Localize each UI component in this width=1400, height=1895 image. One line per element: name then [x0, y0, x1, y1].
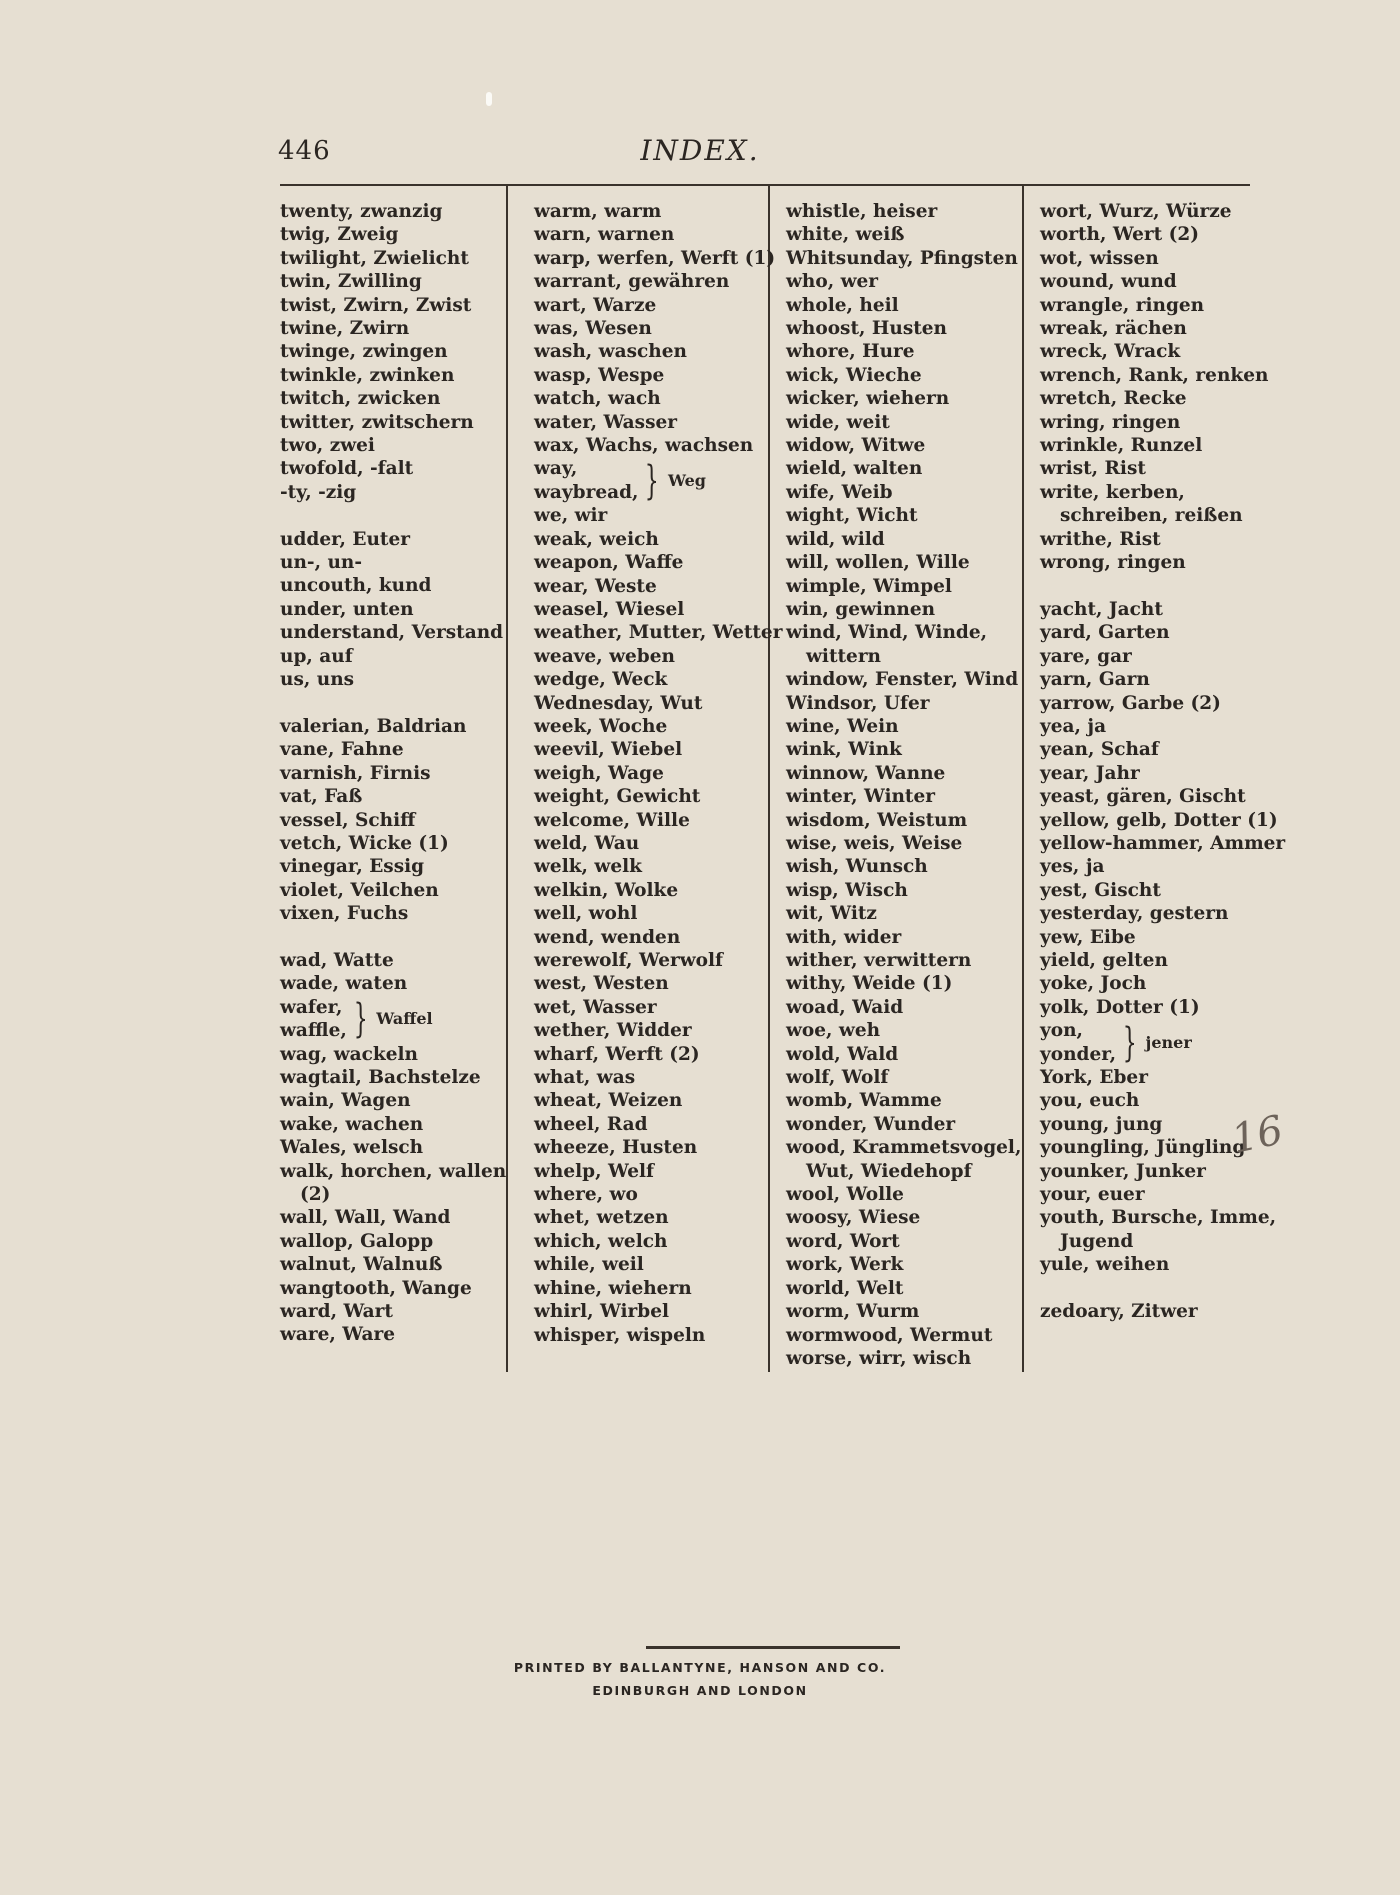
index-entry: vat, Faß [280, 786, 363, 808]
index-entry: wretch, Recke [1040, 388, 1187, 410]
index-entry: understand, Verstand [280, 622, 504, 644]
index-entry: twitch, zwicken [280, 388, 441, 410]
index-entry: whole, heil [786, 294, 899, 316]
index-entry: yellow, gelb, Dotter (1) [1040, 809, 1278, 831]
index-entry: wear, Weste [534, 575, 657, 597]
index-entry: warrant, gewähren [534, 271, 730, 293]
index-entry: weevil, Wiebel [534, 739, 683, 761]
index-entry: wild, wild [786, 528, 885, 550]
index-entry: warm, warm [534, 201, 662, 222]
index-entry: while, weil [534, 1254, 644, 1276]
index-entry: wreak, rächen [1040, 318, 1187, 340]
index-entry: wine, Wein [786, 715, 899, 737]
index-entry: west, Westen [534, 973, 669, 995]
index-entry: wife, Weib [786, 481, 893, 503]
index-entry: winter, Winter [786, 786, 935, 808]
index-entry: zedoary, Zitwer [1040, 1301, 1198, 1323]
brace-word: wafer, [280, 996, 343, 1018]
index-entry: woad, Waid [786, 996, 904, 1018]
index-entry: werewolf, Werwolf [534, 950, 723, 971]
brace-target: Weg [667, 471, 706, 491]
index-entry: yew, Eibe [1040, 926, 1136, 948]
index-entry: widow, Witwe [786, 435, 926, 457]
index-entry: wield, walten [786, 458, 923, 480]
index-entry: worse, wirr, wisch [786, 1347, 972, 1369]
index-entry: twist, Zwirn, Zwist [280, 294, 472, 316]
index-entry: whet, wetzen [534, 1207, 669, 1229]
index-entry: writhe, Rist [1040, 528, 1161, 550]
index-entry: wake, wachen [280, 1113, 424, 1135]
index-entry: year, Jahr [1040, 762, 1140, 784]
index-entry: well, wohl [534, 903, 638, 925]
index-entry: weight, Gewicht [534, 786, 701, 808]
printer-imprint-line-2: EDINBURGH AND LONDON [592, 1683, 808, 1698]
running-title: INDEX. [640, 134, 760, 167]
index-entry: what, was [534, 1067, 636, 1089]
index-entry: winnow, Wanne [786, 762, 946, 784]
index-entry: twin, Zwilling [280, 271, 422, 293]
index-entry: yare, gar [1040, 645, 1132, 667]
index-entry: wit, Witz [786, 903, 877, 925]
index-entry: uncouth, kund [280, 575, 432, 597]
section-gap [1040, 1277, 1290, 1300]
index-entry: write, kerben, schreiben, reißen [1040, 481, 1243, 527]
index-entry: vinegar, Essig [280, 856, 425, 878]
index-entry: twig, Zweig [280, 224, 399, 246]
index-entry: wend, wenden [534, 926, 681, 948]
index-entry: worth, Wert (2) [1040, 224, 1200, 246]
index-entry: wreck, Wrack [1040, 341, 1181, 363]
index-entry: wether, Widder [534, 1020, 692, 1042]
index-entry: -ty, -zig [280, 481, 357, 503]
index-entry: wash, waschen [534, 341, 687, 363]
index-entry: yean, Schaf [1040, 739, 1159, 761]
index-column-1 [280, 200, 530, 1347]
brace-target: jener [1145, 1032, 1192, 1052]
index-entry: where, wo [534, 1184, 638, 1206]
index-entry: welkin, Wolke [534, 879, 679, 901]
index-entry: weapon, Waffe [534, 552, 684, 574]
index-entry: whistle, heiser [786, 201, 938, 222]
index-entry: weld, Wau [534, 832, 640, 854]
index-entry: wisdom, Weistum [786, 809, 968, 831]
index-entry: twilight, Zwielicht [280, 247, 469, 269]
index-entry: you, euch [1040, 1090, 1140, 1112]
index-entry: white, weiß [786, 224, 905, 246]
footer-rule [646, 1646, 900, 1649]
header-rule [280, 184, 1250, 186]
section-gap [280, 504, 530, 527]
index-entry: wink, Wink [786, 739, 902, 761]
index-entry: up, auf [280, 645, 353, 667]
index-entry: wight, Wicht [786, 505, 918, 527]
index-entry: woosy, Wiese [786, 1207, 921, 1229]
index-entry: wharf, Werft (2) [534, 1043, 700, 1065]
handwritten-annotation: 16 [1227, 1107, 1288, 1163]
index-entry: wain, Wagen [280, 1090, 411, 1112]
index-entry: whisper, wispeln [534, 1324, 706, 1346]
printer-imprint-line-1: PRINTED BY BALLANTYNE, HANSON AND CO. [513, 1660, 887, 1675]
index-column-2 [534, 200, 784, 1347]
index-entry: wrinkle, Runzel [1040, 435, 1203, 457]
index-entry: wasp, Wespe [534, 364, 665, 386]
index-entry: Wales, welsch [280, 1137, 424, 1159]
brace-target: Waffel [376, 1009, 433, 1029]
index-entry: word, Wort [786, 1230, 900, 1252]
index-entry: yule, weihen [1040, 1254, 1170, 1276]
index-entry: varnish, Firnis [280, 762, 431, 784]
section-gap [280, 926, 530, 949]
index-entry: violet, Veilchen [280, 879, 439, 901]
index-entry: wrong, ringen [1040, 552, 1186, 574]
index-entry: yard, Garten [1040, 622, 1170, 644]
brace-word: yonder, [1040, 1043, 1117, 1065]
index-entry: weak, weich [534, 528, 659, 550]
index-entry: wrangle, ringen [1040, 294, 1205, 316]
index-entry: wax, Wachs, wachsen [534, 435, 754, 457]
index-entry: wheeze, Husten [534, 1137, 698, 1159]
index-entry: wade, waten [280, 973, 408, 995]
index-entry: yield, gelten [1040, 949, 1168, 971]
index-entry: un-, un- [280, 552, 363, 574]
brace-word: yon, [1040, 1020, 1083, 1042]
index-entry: welk, welk [534, 856, 642, 878]
index-entry: yea, ja [1040, 715, 1107, 737]
brace-symbol: } [353, 996, 368, 1043]
index-entry: twofold, -falt [280, 458, 414, 480]
index-entry: wicker, wiehern [786, 388, 950, 410]
index-entry: wangtooth, Wange [280, 1277, 472, 1299]
brace-group-way [534, 457, 784, 504]
index-entry: welcome, Wille [534, 809, 690, 831]
index-entry: yest, Gischt [1040, 879, 1161, 901]
index-entry: we, wir [534, 505, 608, 527]
index-column-3 [786, 200, 1036, 1370]
index-entry: woe, weh [786, 1020, 881, 1042]
index-entry: wrench, Rank, renken [1040, 364, 1269, 386]
index-entry: wound, wund [1040, 271, 1177, 293]
index-entry: was, Wesen [534, 318, 652, 340]
section-gap [280, 692, 530, 715]
index-entry: window, Fenster, Wind [786, 669, 1019, 691]
index-entry: yoke, Joch [1040, 973, 1147, 995]
brace-word: waybread, [534, 481, 639, 503]
index-entry: twitter, zwitschern [280, 411, 474, 433]
index-entry: who, wer [786, 271, 879, 293]
index-entry: walnut, Walnuß [280, 1254, 443, 1276]
index-entry: wrist, Rist [1040, 458, 1146, 480]
index-entry: yeast, gären, Gischt [1040, 786, 1246, 808]
index-entry: which, welch [534, 1230, 668, 1252]
index-entry: wet, Wasser [534, 996, 657, 1018]
index-entry: Windsor, Ufer [786, 692, 930, 714]
index-entry: wish, Wunsch [786, 856, 928, 878]
index-entry: whoost, Husten [786, 318, 948, 340]
index-entry: with, wider [786, 926, 902, 948]
index-entry: weave, weben [534, 645, 675, 667]
index-entry: wot, wissen [1040, 247, 1159, 269]
index-entry: warp, werfen, Werft (1) [534, 247, 776, 269]
index-entry: Wednesday, Wut [534, 692, 703, 714]
index-entry: weather, Mutter, Wetter [534, 622, 783, 644]
index-entry: world, Welt [786, 1277, 904, 1299]
index-entry: wimple, Wimpel [786, 575, 952, 597]
index-entry: weigh, Wage [534, 762, 664, 784]
index-entry: vetch, Wicke (1) [280, 832, 449, 854]
index-entry: vixen, Fuchs [280, 903, 409, 925]
index-entry: worm, Wurm [786, 1301, 920, 1323]
index-entry: wedge, Weck [534, 669, 668, 691]
index-entry: wind, Wind, Winde, wittern [786, 622, 988, 667]
index-entry: whore, Hure [786, 341, 915, 363]
index-entry: twine, Zwirn [280, 318, 410, 340]
index-entry: win, gewinnen [786, 598, 936, 620]
index-entry: whine, wiehern [534, 1277, 692, 1299]
index-entry: water, Wasser [534, 411, 678, 433]
index-entry: young, jung [1040, 1113, 1163, 1135]
index-entry: yes, ja [1040, 856, 1105, 878]
index-entry: younker, Junker [1040, 1160, 1206, 1182]
index-entry: wheat, Weizen [534, 1090, 683, 1112]
index-entry: under, unten [280, 598, 414, 620]
index-entry: wring, ringen [1040, 411, 1181, 433]
index-entry: wisp, Wisch [786, 879, 908, 901]
index-entry: wolf, Wolf [786, 1067, 889, 1089]
index-entry: wide, weit [786, 411, 890, 433]
index-entry: youngling, Jüngling [1040, 1137, 1246, 1159]
index-entry: twenty, zwanzig [280, 201, 443, 222]
index-entry: wall, Wall, Wand [280, 1207, 451, 1229]
index-entry: Whitsunday, Pfingsten [786, 247, 1018, 269]
index-entry: vane, Fahne [280, 739, 404, 761]
index-entry: twinge, zwingen [280, 341, 448, 363]
index-entry: youth, Bursche, Imme, Jugend [1040, 1207, 1277, 1252]
index-entry: udder, Euter [280, 528, 410, 550]
brace-word: waffle, [280, 1020, 347, 1042]
index-entry: withy, Weide (1) [786, 973, 953, 995]
brace-word: way, [534, 458, 578, 480]
brace-symbol: } [1122, 1019, 1137, 1066]
index-entry: yacht, Jacht [1040, 598, 1163, 620]
index-entry: your, euer [1040, 1184, 1145, 1206]
index-entry: us, uns [280, 669, 355, 691]
index-entry: wagtail, Bachstelze [280, 1066, 481, 1088]
index-entry: wold, Wald [786, 1043, 899, 1065]
index-entry: wart, Warze [534, 294, 657, 316]
index-entry: ware, Ware [280, 1324, 395, 1346]
index-entry: whirl, Wirbel [534, 1301, 670, 1323]
index-entry: wort, Wurz, Würze [1040, 201, 1232, 222]
index-entry: wallop, Galopp [280, 1230, 434, 1252]
brace-group-yon [1040, 1019, 1290, 1066]
index-entry: wonder, Wunder [786, 1113, 956, 1135]
index-entry: ward, Wart [280, 1301, 393, 1323]
index-entry: wad, Watte [280, 949, 394, 971]
brace-symbol: } [645, 457, 660, 504]
index-entry: wise, weis, Weise [786, 832, 963, 854]
index-entry: wheel, Rad [534, 1113, 648, 1135]
index-entry: yarrow, Garbe (2) [1040, 692, 1221, 714]
index-entry: wag, wackeln [280, 1043, 418, 1065]
index-entry: two, zwei [280, 435, 375, 457]
paper-speck [486, 92, 492, 106]
index-entry: work, Werk [786, 1254, 904, 1276]
index-entry: watch, wach [534, 388, 661, 410]
index-entry: yesterday, gestern [1040, 903, 1229, 925]
index-entry: wick, Wieche [786, 364, 922, 386]
index-entry: wool, Wolle [786, 1184, 904, 1206]
index-entry: weasel, Wiesel [534, 598, 685, 620]
index-entry: yolk, Dotter (1) [1040, 996, 1200, 1018]
index-entry: wood, Krammetsvogel, Wut, Wiedehopf [786, 1137, 1022, 1182]
index-entry: wither, verwittern [786, 950, 972, 971]
index-entry: wormwood, Wermut [786, 1324, 993, 1346]
index-entry: whelp, Welf [534, 1160, 655, 1182]
index-entry: will, wollen, Wille [786, 552, 970, 574]
index-entry: yarn, Garn [1040, 669, 1150, 691]
brace-group-wafer [280, 996, 530, 1043]
index-entry: York, Eber [1040, 1067, 1148, 1089]
index-entry: twinkle, zwinken [280, 364, 455, 386]
index-entry: walk, horchen, wallen (2) [280, 1160, 507, 1206]
index-entry: valerian, Baldrian [280, 715, 467, 737]
index-entry: warn, warnen [534, 224, 675, 246]
section-gap [1040, 575, 1290, 598]
index-entry: vessel, Schiff [280, 809, 416, 831]
index-entry: womb, Wamme [786, 1090, 942, 1112]
page-number: 446 [278, 136, 331, 166]
index-entry: yellow-hammer, Ammer [1040, 832, 1286, 854]
index-entry: week, Woche [534, 715, 668, 737]
